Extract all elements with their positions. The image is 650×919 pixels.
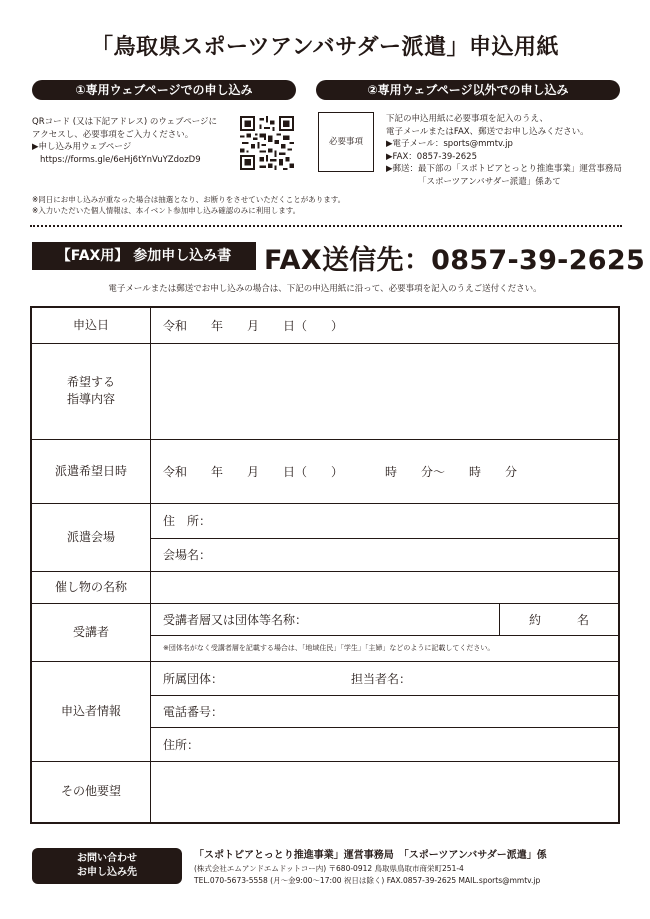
other-requests-label: その他要望 (31, 761, 151, 823)
applicant-address-field[interactable]: 住所： (151, 727, 620, 761)
applicant-info-label: 申込者情報 (31, 661, 151, 761)
event-name-field[interactable] (151, 571, 620, 603)
footer-contact: TEL.070-5673-5558 (月〜金9:00〜17:00 祝日は除く) FAX.0857-39-2625 MAIL.sports@mmtv.jp (194, 876, 541, 885)
application-date-field[interactable]: 令和 年 月 日（ ） (151, 307, 620, 343)
dispatch-datetime-field[interactable]: 令和 年 月 日（ ） 時 分〜 時 分 (151, 439, 620, 503)
contact-box-line2: お申し込み先 (77, 867, 137, 878)
table-row (31, 761, 619, 823)
venue-address-field[interactable]: 住 所： (151, 503, 620, 538)
section-divider (30, 225, 622, 227)
attendee-count-field[interactable]: 約 名 (500, 603, 620, 635)
email-contact[interactable]: ▶電子メール：sports@mmtv.jp (386, 139, 513, 149)
other-application-header: ②専用ウェブページ以外での申し込み (316, 80, 620, 100)
table-row (31, 603, 619, 635)
phone-field[interactable]: 電話番号： (151, 695, 620, 727)
organization-field[interactable]: 所属団体： (163, 671, 224, 686)
page-title: 「鳥取県スポーツアンバサダー派遣」申込用紙 (90, 35, 560, 60)
guidance-content-field[interactable] (151, 343, 620, 439)
web-page-label: ▶申し込み用ウェブページ (32, 142, 132, 152)
footer-address: (株式会社エムアンドエムドットコー内) 〒680-0912 鳥取県鳥取市商栄町251-4 (194, 864, 464, 873)
table-row (31, 503, 619, 538)
dispatch-datetime-label: 派遣希望日時 (31, 439, 151, 503)
other-instructions-line2: 電子メールまたはFAX、郵送でお申し込みください。 (386, 126, 589, 137)
postal-contact-line2: 「スポーツアンバサダー派遣」係あて (418, 176, 561, 187)
web-application-header: ①専用ウェブページでの申し込み (32, 80, 296, 100)
postal-contact: ▶郵送：最下部の「スポトピアとっとり推進事業」運営事務局 (386, 164, 622, 174)
venue-label: 派遣会場 (31, 503, 151, 571)
event-name-label: 催し物の名称 (31, 571, 151, 603)
application-date-label: 申込日 (31, 307, 151, 343)
attendee-name-field[interactable]: 受講者層又は団体等名称： (151, 603, 500, 635)
other-requests-field[interactable] (151, 761, 620, 823)
form-intro: 電子メールまたは郵送でお申し込みの場合は、下記の申込用紙に沿って、必要事項を記入のうえご送付ください。 (108, 284, 542, 294)
qr-code-icon[interactable] (240, 116, 294, 170)
table-row (31, 343, 619, 439)
application-form (30, 306, 620, 824)
web-form-url[interactable]: https://forms.gle/6eHj6tYnVuYZdozD9 (40, 154, 201, 165)
web-instructions-line1: QRコード (又は下記アドレス) のウェブページに (32, 117, 218, 127)
attendee-note: ※団体名がなく受講者層を記載する場合は、「地域住民」「学生」「主婦」などのように記載してください。 (151, 635, 620, 661)
note-privacy: ※入力いただいた個人情報は、本イベント参加申し込み確認のみに利用します。 (32, 206, 301, 215)
applicant-org-row (151, 661, 620, 695)
web-instructions-line2: アクセスし、必要事項をご入力ください。 (32, 129, 194, 140)
footer-organization: 「スポトピアとっとり推進事業」運営事務局 「スポーツアンバサダー派遣」係 (194, 850, 547, 861)
guidance-content-label (31, 343, 151, 439)
required-items-box: 必要事項 (318, 112, 374, 172)
notes (32, 194, 345, 216)
other-instructions (386, 113, 626, 188)
web-instructions (32, 116, 238, 166)
table-row (31, 571, 619, 603)
fax-form-label: 【FAX用】 参加申し込み書 (32, 242, 256, 270)
contact-box-line1: お問い合わせ (77, 853, 137, 864)
other-instructions-line1: 下記の申込用紙に必要事項を記入のうえ、 (386, 114, 549, 124)
table-row (31, 307, 619, 343)
attendee-label: 受講者 (31, 603, 151, 661)
table-row (31, 439, 619, 503)
note-lottery: ※同日にお申し込みが重なった場合は抽選となり、お断りをさせていただくことがあります。 (32, 195, 346, 204)
fax-destination: FAX送信先：0857-39-2625 (264, 245, 646, 276)
footer-info (194, 849, 630, 887)
contact-box (32, 848, 182, 884)
fax-contact: ▶FAX：0857-39-2625 (386, 151, 477, 162)
table-row (31, 661, 619, 695)
guidance-label-line2: 指導内容 (66, 392, 115, 406)
venue-name-field[interactable]: 会場名： (151, 538, 620, 571)
contact-person-field[interactable]: 担当者名： (351, 671, 412, 686)
guidance-label-line1: 希望する (66, 375, 115, 389)
